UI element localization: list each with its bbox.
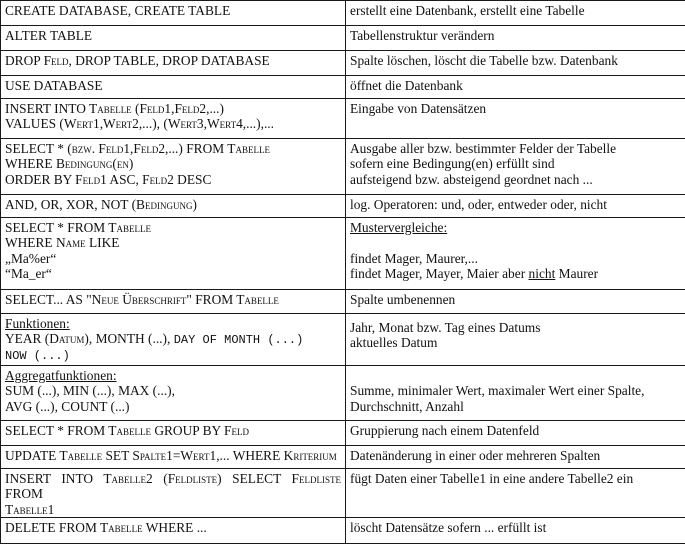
description-cell — [346, 139, 685, 195]
description-line: Jahr, Monat bzw. Tag eines Datums — [350, 320, 681, 335]
table-row — [1, 1, 685, 26]
sql-text: AND, OR, XOR, NOT (Bedingung) — [5, 197, 341, 212]
description-text: erstellt eine Datenbank, erstellt eine Tabelle — [350, 3, 681, 18]
table-row — [1, 218, 685, 290]
sql-line: ORDER BY Feld1 ASC, Feld2 DESC — [5, 172, 341, 187]
spacer — [350, 235, 681, 250]
description-heading: Mustervergleiche: — [350, 220, 681, 235]
sql-line: NOW (...) — [5, 349, 341, 364]
sql-cell — [1, 469, 346, 518]
sql-text: DROP Feld, DROP TABLE, DROP DATABASE — [5, 53, 341, 68]
description-text: öffnet die Datenbank — [350, 78, 681, 93]
description-text: log. Operatoren: und, oder, entweder oder, nicht — [350, 197, 681, 212]
sql-text: USE DATABASE — [5, 78, 341, 93]
description-text: Spalte umbenennen — [350, 292, 681, 307]
description-cell — [346, 195, 685, 218]
table-row — [1, 99, 685, 139]
sql-text: ALTER TABLE — [5, 28, 341, 43]
sql-text: DELETE FROM Tabelle WHERE ... — [5, 520, 341, 535]
description-cell — [346, 76, 685, 99]
sql-cell — [1, 218, 346, 290]
description-cell — [346, 518, 685, 544]
sql-cell — [1, 421, 346, 446]
sql-line: SUM (...), MIN (...), MAX (...), — [5, 383, 341, 398]
sql-line: INSERT INTO Tabelle2 (Feldliste) SELECT Feldliste FROM — [5, 471, 341, 502]
sql-cell — [1, 99, 346, 139]
sql-cell — [1, 26, 346, 51]
table-row — [1, 76, 685, 99]
spacer — [350, 368, 681, 383]
sql-fragment: YEAR (Datum), MONTH (...), — [5, 331, 170, 346]
sql-fragment: DAY OF MONTH (...) — [174, 333, 304, 347]
description-line: aktuelles Datum — [350, 335, 681, 350]
sql-cell — [1, 51, 346, 76]
description-cell — [346, 51, 685, 76]
sql-text: UPDATE Tabelle SET Spalte1=Wert1,... WHERE Kriterium — [5, 448, 341, 463]
table-row — [1, 290, 685, 314]
description-cell — [346, 314, 685, 366]
sql-line: WHERE Bedingung(en) — [5, 156, 341, 171]
description-text: fügt Daten einer Tabelle1 in eine andere Tabelle2 ein — [350, 471, 681, 486]
table-row — [1, 469, 685, 518]
description-cell — [346, 290, 685, 314]
table-row — [1, 26, 685, 51]
description-line: Durchschnitt, Anzahl — [350, 399, 681, 414]
sql-line: AVG (...), COUNT (...) — [5, 399, 341, 414]
sql-line: “Ma_er“ — [5, 266, 341, 281]
description-text: Eingabe von Datensätzen — [350, 101, 681, 116]
description-line: Ausgabe aller bzw. bestimmter Felder der Tabelle — [350, 141, 681, 156]
table-row — [1, 51, 685, 76]
table-row — [1, 421, 685, 446]
description-line: aufsteigend bzw. absteigend geordnet nach ... — [350, 172, 681, 187]
sql-line: SELECT * FROM Tabelle — [5, 220, 341, 235]
table-row — [1, 314, 685, 366]
sql-cell — [1, 1, 346, 26]
sql-heading: Funktionen: — [5, 316, 341, 331]
description-cell — [346, 469, 685, 518]
description-cell — [346, 26, 685, 51]
table-row — [1, 446, 685, 469]
sql-heading: Aggregatfunktionen: — [5, 368, 341, 383]
description-cell — [346, 366, 685, 421]
sql-cell — [1, 366, 346, 421]
emphasis-nicht: nicht — [529, 266, 556, 281]
description-cell — [346, 446, 685, 469]
table-row — [1, 366, 685, 421]
sql-line: SELECT * (bzw. Feld1,Feld2,...) FROM Tabelle — [5, 141, 341, 156]
description-cell — [346, 421, 685, 446]
description-line: sofern eine Bedingung(en) erfüllt sind — [350, 156, 681, 171]
description-fragment: Maurer — [559, 266, 598, 281]
description-line — [350, 266, 681, 281]
sql-line: WHERE Name LIKE — [5, 235, 341, 250]
sql-line — [5, 331, 341, 348]
description-text: Tabellenstruktur verändern — [350, 28, 681, 43]
sql-cell — [1, 446, 346, 469]
sql-cell — [1, 290, 346, 314]
description-cell — [346, 218, 685, 290]
description-cell — [346, 99, 685, 139]
description-text: Spalte löschen, löscht die Tabelle bzw. Datenbank — [350, 53, 681, 68]
sql-cell — [1, 314, 346, 366]
description-line: Summe, minimaler Wert, maximaler Wert einer Spalte, — [350, 383, 681, 398]
description-line: findet Mager, Maurer,... — [350, 251, 681, 266]
sql-line: „Ma%er“ — [5, 251, 341, 266]
description-text: Datenänderung in einer oder mehreren Spalten — [350, 448, 681, 463]
sql-line: INSERT INTO Tabelle (Feld1,Feld2,...) — [5, 101, 341, 116]
sql-line: VALUES (Wert1,Wert2,...), (Wert3,Wert4,...),... — [5, 116, 341, 131]
table-row — [1, 139, 685, 195]
description-text: löscht Datensätze sofern ... erfüllt ist — [350, 520, 681, 535]
description-text: Gruppierung nach einem Datenfeld — [350, 423, 681, 438]
sql-cell — [1, 195, 346, 218]
sql-cell — [1, 518, 346, 544]
sql-cell — [1, 76, 346, 99]
sql-cell — [1, 139, 346, 195]
sql-text: CREATE DATABASE, CREATE TABLE — [5, 3, 341, 18]
table-row — [1, 518, 685, 544]
table-row — [1, 195, 685, 218]
sql-line: Tabelle1 — [5, 502, 341, 517]
sql-text: SELECT * FROM Tabelle GROUP BY Feld — [5, 423, 341, 438]
sql-text: SELECT... AS "Neue Überschrift" FROM Tabelle — [5, 292, 341, 307]
description-fragment: findet Mager, Mayer, Maier aber — [350, 266, 525, 281]
description-cell — [346, 1, 685, 26]
